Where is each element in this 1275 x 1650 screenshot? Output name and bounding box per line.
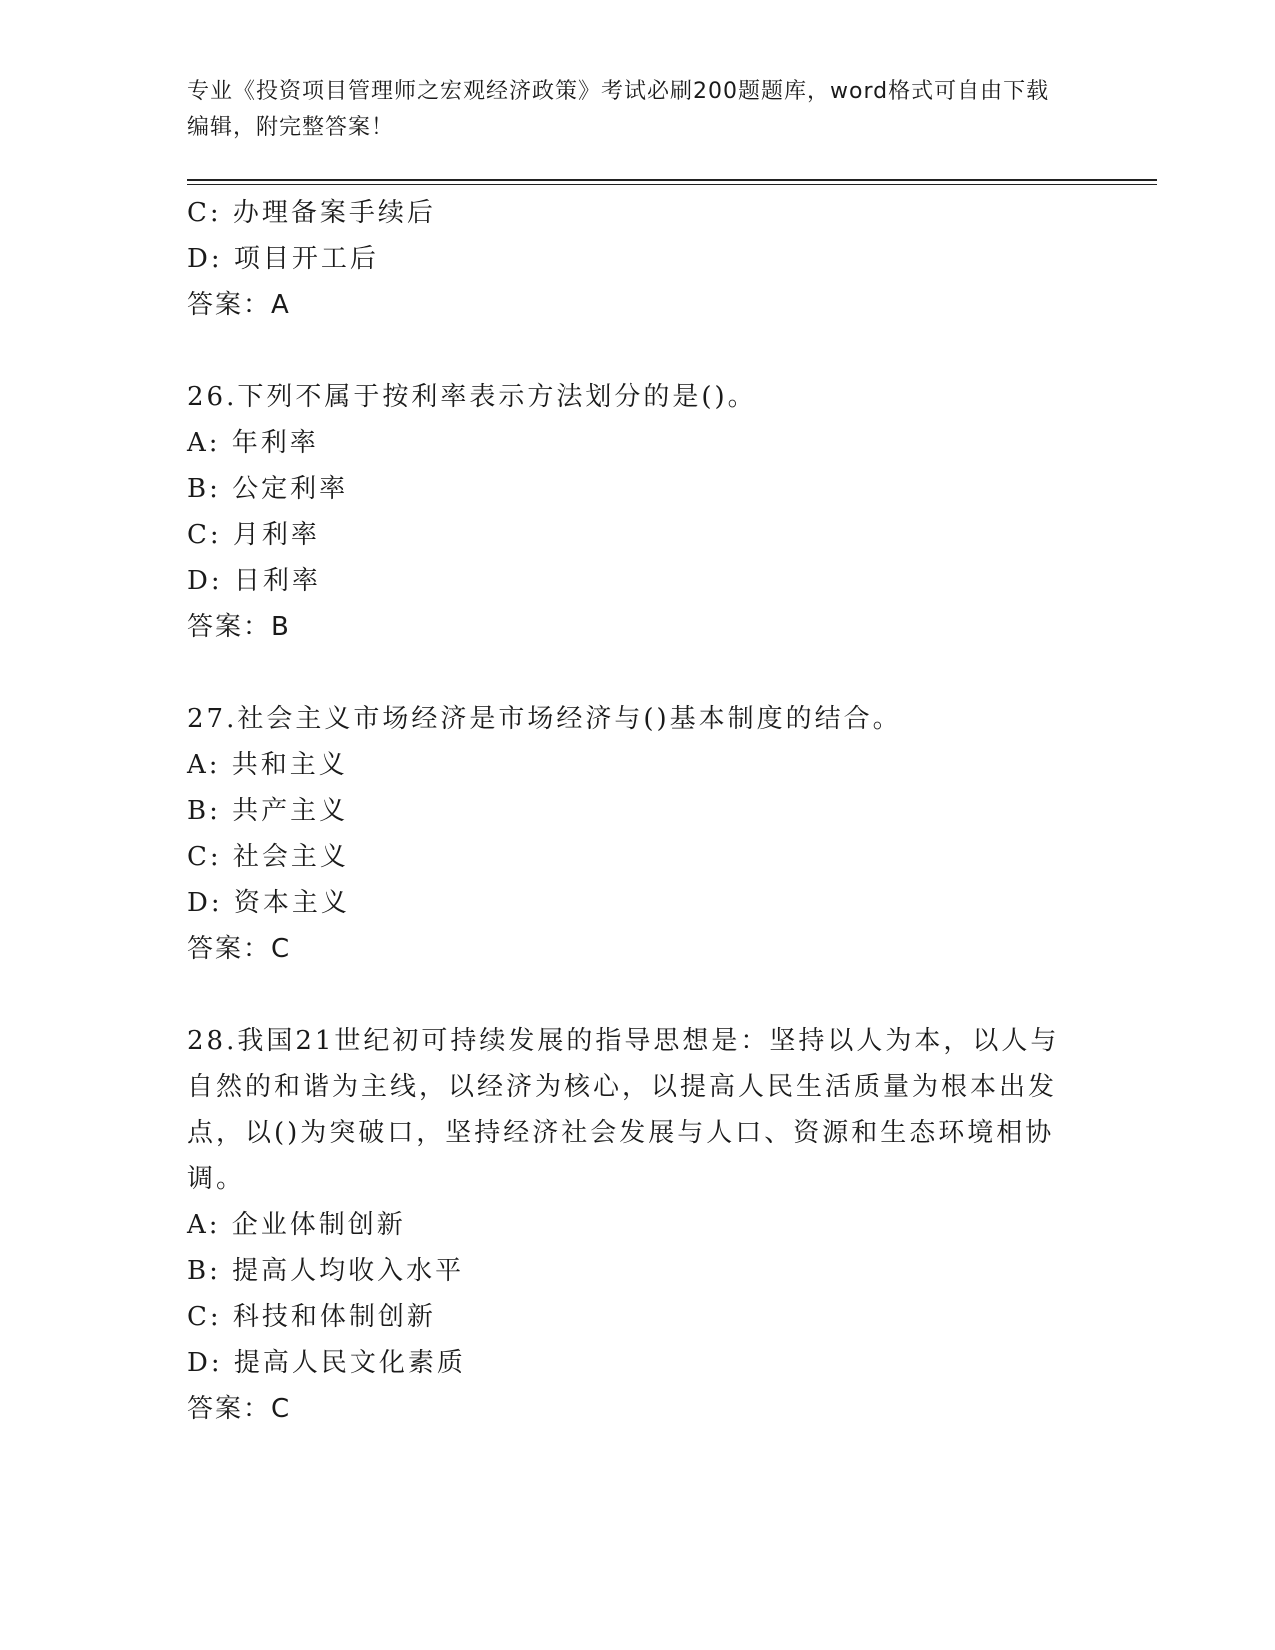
question-content bbox=[187, 190, 1087, 1432]
option-a: A: 年利率 bbox=[187, 428, 319, 458]
option-a: A: 企业体制创新 bbox=[187, 1210, 406, 1240]
option-a: A: 共和主义 bbox=[187, 750, 348, 780]
answer-line: 答案：C bbox=[187, 1394, 292, 1424]
option-b: B: 提高人均收入水平 bbox=[187, 1256, 465, 1286]
spacer bbox=[187, 328, 1087, 374]
option-c: C: 月利率 bbox=[187, 520, 320, 550]
spacer bbox=[187, 650, 1087, 696]
header-divider-thin bbox=[187, 184, 1157, 185]
option-d: D: 提高人民文化素质 bbox=[187, 1348, 466, 1378]
option-b: B: 共产主义 bbox=[187, 796, 349, 826]
header-divider-thick bbox=[187, 179, 1157, 181]
option-b: B: 公定利率 bbox=[187, 474, 349, 504]
option-d: D: 资本主义 bbox=[187, 888, 350, 918]
answer-line: 答案：C bbox=[187, 934, 292, 964]
question-stem: 27.社会主义市场经济是市场经济与()基本制度的结合。 bbox=[187, 704, 902, 734]
question-stem: 26.下列不属于按利率表示方法划分的是()。 bbox=[187, 382, 757, 412]
option-c: C: 办理备案手续后 bbox=[187, 198, 436, 228]
option-c: C: 科技和体制创新 bbox=[187, 1302, 436, 1332]
spacer bbox=[187, 972, 1087, 1018]
option-c: C: 社会主义 bbox=[187, 842, 349, 872]
option-d: D: 日利率 bbox=[187, 566, 321, 596]
option-d: D: 项目开工后 bbox=[187, 244, 379, 274]
answer-line: 答案：B bbox=[187, 612, 291, 642]
document-header-title: 专业《投资项目管理师之宏观经济政策》考试必刷200题题库，word格式可自由下载编辑，附完整答案！ bbox=[187, 79, 1050, 140]
answer-line: 答案：A bbox=[187, 290, 291, 320]
question-stem: 28.我国21世纪初可持续发展的指导思想是：坚持以人为本，以人与自然的和谐为主线，以经济为核心，以提高人民生活质量为根本出发点，以()为突破口，坚持经济社会发展与人口、资源和生态环境相协调。 bbox=[187, 1026, 1060, 1194]
